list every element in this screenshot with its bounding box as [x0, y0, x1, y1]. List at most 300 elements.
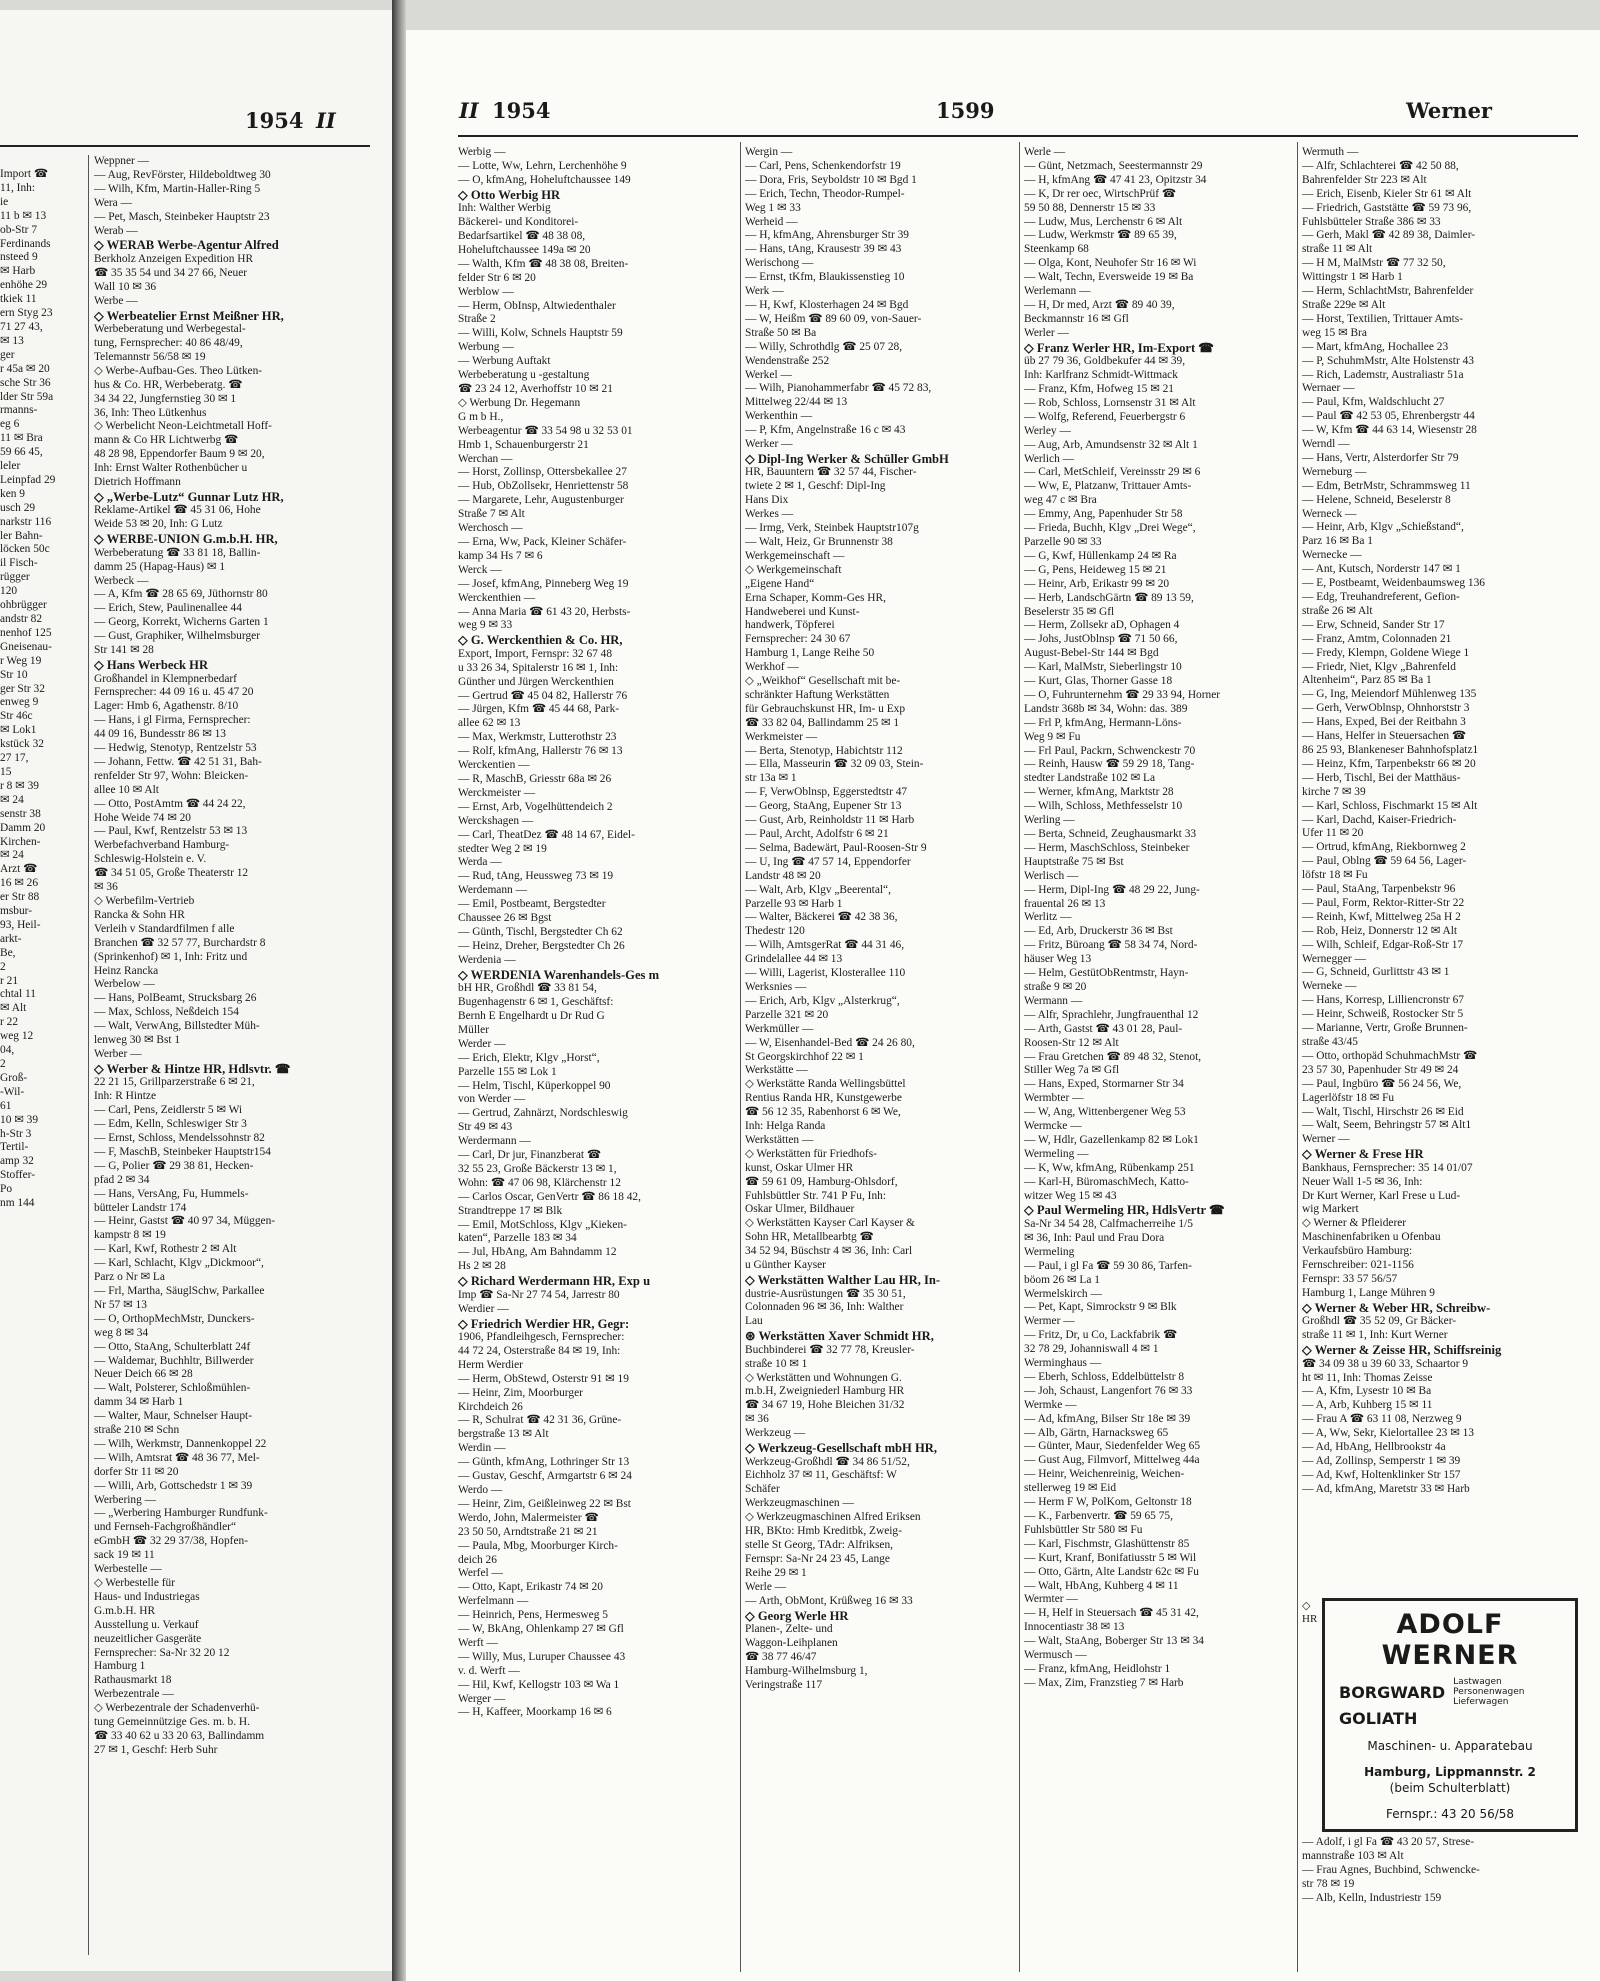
directory-line: stelle St Georg, TAdr: Alfriksen,	[745, 1539, 893, 1551]
directory-line: — Heinrich, Pens, Hermesweg 5	[458, 1609, 608, 1622]
directory-line: chtal 11	[0, 988, 36, 1001]
directory-line: — Paul, StaAng, Tarpenbekstr 96	[1302, 883, 1456, 896]
directory-line: üb 27 79 36, Goldbekufer 44 ✉ 39,	[1024, 355, 1186, 368]
firm-entry: ◇ Werbestelle für	[94, 1577, 176, 1589]
directory-line: — Hans, Exped, Stormarner Str 34	[1024, 1078, 1184, 1091]
directory-line: — Helene, Schneid, Beselerstr 8	[1302, 493, 1451, 506]
directory-line: senstr 38	[0, 807, 41, 820]
directory-line: Str 49 ✉ 43	[458, 1121, 513, 1134]
ad-brand-borgward: BORGWARD	[1339, 1682, 1446, 1702]
directory-line: kampstr 8 ✉ 19	[94, 1229, 166, 1242]
directory-line: ☎ 23 24 12, Averhoffstr 10 ✉ 21	[458, 383, 613, 395]
directory-line: — Willi, Arb, Gottschedstr 1 ✉ 39	[94, 1479, 253, 1492]
surname-heading: Werlisch —	[1024, 869, 1079, 882]
surname-heading: Wernegger —	[1302, 952, 1366, 965]
surname-heading: Werbering —	[94, 1493, 157, 1506]
directory-line: ☎ 34 51 05, Große Theaterstr 12	[94, 867, 249, 880]
directory-line: straße 11 ✉ Alt	[1302, 243, 1373, 256]
directory-line: — Helm, Tischl, Küperkoppel 90	[458, 1079, 611, 1092]
directory-line: Hmb 1, Schauenburgerstr 21	[458, 438, 589, 451]
directory-line: rügger	[0, 571, 30, 584]
surname-heading: Werdemann —	[458, 884, 527, 897]
directory-line: — Aug, Arb, Amundsenstr 32 ✉ Alt 1	[1024, 438, 1198, 451]
directory-line: h-Str 3	[0, 1127, 32, 1140]
directory-line: bergstraße 13 ✉ Alt	[458, 1428, 549, 1441]
directory-line: — Franz, Amtm, Colonnaden 21	[1302, 632, 1452, 645]
directory-line: Roosen-Str 12 ✉ Alt	[1024, 1036, 1119, 1049]
directory-line: löcken 50c	[0, 543, 50, 556]
directory-line: Reklame-Artikel ☎ 45 31 06, Hohe	[94, 504, 261, 517]
right-page	[406, 30, 1600, 1981]
directory-line: — Gerh, VerwOblnsp, Ohnhorststr 3	[1302, 702, 1470, 715]
directory-line: Straße 50 ✉ Ba	[745, 326, 817, 339]
directory-line: Altenheim“, Parz 85 ✉ Ba 1	[1302, 674, 1432, 687]
directory-line: schränkter Haftung Werkstätten	[745, 688, 890, 701]
surname-heading: Werndl —	[1302, 438, 1350, 451]
directory-line: Inh: Ernst Walter Rothenbücher u	[94, 462, 248, 475]
surname-heading: Wermbter —	[1024, 1092, 1084, 1105]
directory-line: Fernsprecher: Sa-Nr 32 20 12	[94, 1646, 230, 1659]
directory-line: Sa-Nr 34 54 28, Calfmacherreihe 1/5	[1024, 1217, 1193, 1230]
directory-line: — Heinr, Zim, Geißleinweg 22 ✉ Bst	[458, 1497, 631, 1510]
directory-line: — Franz, kfmAng, Heidlohstr 1	[1024, 1662, 1171, 1675]
directory-line: Telemannstr 56/58 ✉ 19	[94, 350, 206, 363]
directory-line: — Paula, Mbg, Moorburger Kirch-	[458, 1539, 618, 1552]
directory-line: — Ludw, Werkmstr ☎ 89 65 39,	[1024, 229, 1177, 242]
directory-line: — Paul, Kwf, Rentzelstr 53 ✉ 13	[94, 825, 248, 838]
directory-line: arkt-	[0, 932, 22, 945]
directory-line: Strandtreppe 17 ✉ Blk	[458, 1204, 563, 1217]
directory-line: Import ☎	[0, 168, 49, 180]
directory-line: m.b.H, Zweigniederl Hamburg HR	[745, 1385, 905, 1398]
directory-line: — Günter, Maur, Siedenfelder Weg 65	[1024, 1440, 1201, 1453]
directory-line: Kirchen-	[0, 835, 41, 848]
firm-entry: ◇ Werkgemeinschaft	[745, 563, 842, 576]
surname-heading: Wermke —	[1024, 1398, 1077, 1411]
column-divider	[740, 142, 741, 1972]
surname-heading: Werkstätten —	[745, 1133, 814, 1146]
directory-line: Inh: Karlfranz Schmidt-Wittmack	[1024, 369, 1178, 382]
directory-line: 32 55 23, Große Bäckerstr 13 ✉ 1,	[458, 1162, 617, 1175]
directory-line: — Herm, ObStewd, Osterstr 91 ✉ 19	[458, 1372, 629, 1385]
surname-heading: Werdier —	[458, 1302, 509, 1315]
directory-line: bH HR, Großhdl ☎ 33 81 54,	[458, 982, 597, 995]
directory-line: Steenkamp 68	[1024, 243, 1089, 256]
surname-heading: Werneburg —	[1302, 465, 1367, 478]
directory-line: handwerk, Töpferei	[745, 619, 835, 632]
directory-line: msbur-	[0, 905, 33, 918]
directory-line: — Ernst, Arb, Vogelhüttendeich 2	[458, 800, 613, 813]
directory-line: — A, Kfm ☎ 28 65 69, Jüthornstr 80	[94, 588, 268, 601]
directory-line: St Georgskirchhof 22 ✉ 1	[745, 1050, 864, 1063]
firm-entry: ◇ WERDENIA Warenhandels-Ges m	[458, 967, 660, 982]
directory-line: ✉ Harb	[0, 265, 36, 278]
directory-line: 44 09 16, Bundesstr 86 ✉ 13	[94, 728, 226, 741]
directory-line: — Hedwig, Stenotyp, Rentzelstr 53	[94, 742, 257, 755]
ad-business-line: Maschinen- u. Apparatebau	[1367, 1739, 1533, 1753]
directory-line: hus & Co. HR, Werbeberatg. ☎	[94, 378, 243, 391]
directory-line: — Friedrich, Gaststätte ☎ 59 73 96,	[1302, 201, 1472, 214]
firm-entry: ◇ Otto Werbig HR	[458, 187, 561, 202]
surname-heading: Werbung —	[458, 341, 514, 354]
directory-line: — A, Ww, Sekr, Kielortallee 23 ✉ 13	[1302, 1427, 1475, 1440]
directory-line: — Waldemar, Buchhltr, Billwerder	[94, 1354, 254, 1367]
firm-entry: ◇ Werner & Weber HR, Schreibw-	[1302, 1300, 1491, 1315]
directory-line: — Walt, HbAng, Kuhberg 4 ✉ 11	[1024, 1579, 1179, 1592]
firm-entry: ◇ Werbefilm-Vertrieb	[94, 895, 195, 907]
surname-heading: Werlich —	[1024, 452, 1075, 465]
directory-line: 32 78 29, Johanniswall 4 ✉ 1	[1024, 1343, 1159, 1356]
directory-line: — Karl, Dachd, Kaiser-Friedrich-	[1302, 813, 1457, 826]
directory-line: tung Gemeinnützige Ges. m. b. H.	[94, 1716, 250, 1729]
firm-entry: ◇ Werkstätte Randa Wellingsbüttel	[745, 1078, 906, 1091]
directory-line: — E, Postbeamt, Weidenbaumsweg 136	[1302, 577, 1485, 590]
surname-heading: Werlitz —	[1024, 911, 1072, 924]
directory-line: weg 8 ✉ 34	[94, 1326, 149, 1339]
directory-line: bütteler Landstr 174	[94, 1201, 187, 1214]
directory-line: ✉ Lok1	[0, 724, 37, 737]
directory-line: — Alfr, Schlachterei ☎ 42 50 88,	[1302, 159, 1459, 172]
directory-line: 93, Heil-	[0, 918, 41, 931]
directory-line: Hauptstraße 75 ✉ Bst	[1024, 855, 1124, 868]
directory-line: Schäfer	[745, 1483, 780, 1496]
directory-line: Str 141 ✉ 28	[94, 644, 154, 657]
surname-heading: Wermcke —	[1024, 1120, 1082, 1133]
directory-line: — R, MaschB, Griesstr 68a ✉ 26	[458, 772, 612, 785]
directory-line: enweg 9	[0, 696, 39, 709]
surname-heading: Werchan —	[458, 452, 513, 465]
ad-brand-vehicle-types: Lastwagen Personenwagen Lieferwagen	[1453, 1677, 1525, 1707]
directory-line: Hamburg 1	[94, 1660, 146, 1673]
directory-line: — Paul, Kfm, Waldschlucht 27	[1302, 396, 1445, 409]
directory-line: — G, Kwf, Hüllenkamp 24 ✉ Ra	[1024, 549, 1177, 562]
firm-entry: ⊛ Werkstätten Xaver Schmidt HR,	[745, 1329, 934, 1344]
directory-line: — Pet, Kapt, Simrockstr 9 ✉ Blk	[1024, 1301, 1177, 1314]
directory-line: Weg 1 ✉ 33	[745, 201, 801, 214]
directory-line: 86 25 93, Blankeneser Bahnhofsplatz1	[1302, 743, 1479, 756]
directory-line: ger Str 32	[0, 682, 45, 695]
directory-line: — H, Dr med, Arzt ☎ 89 40 39,	[1024, 298, 1175, 311]
directory-line: 59 50 88, Dennerstr 15 ✉ 33	[1024, 201, 1156, 214]
directory-line: — Günth, Tischl, Bergstedter Ch 62	[458, 925, 623, 938]
directory-line: — H, kfmAng ☎ 47 41 23, Opitzstr 34	[1024, 173, 1207, 186]
directory-line: — W, BkAng, Ohlenkamp 27 ✉ Gfl	[458, 1623, 624, 1636]
directory-line: — Ww, E, Platzanw, Trittauer Amts-	[1024, 480, 1192, 493]
directory-line: — Günt, Netzmach, Seestermannstr 29	[1024, 159, 1203, 172]
directory-line: andstr 82	[0, 613, 43, 625]
directory-line: — Wilh, AmtsgerRat ☎ 44 31 46,	[745, 939, 905, 952]
directory-line: — Heinr, Arb, Klgv „Schießstand“,	[1302, 521, 1464, 534]
surname-heading: Werfelmann —	[458, 1595, 529, 1608]
directory-line: Colonnaden 96 ✉ 36, Inh: Walther	[745, 1301, 904, 1314]
directory-line: — Emil, MotSchloss, Klgv „Kieken-	[458, 1218, 627, 1231]
directory-line: — Frl P, kfmAng, Hermann-Löns-	[1024, 716, 1182, 729]
directory-line: Ausstellung u. Verkauf	[94, 1618, 199, 1631]
directory-line: — Willi, Kolw, Schnels Hauptstr 59	[458, 327, 623, 340]
directory-line: — Heinr, Zim, Moorburger	[458, 1386, 583, 1399]
surname-heading: Werheid —	[745, 215, 798, 228]
directory-line: Bernh E Engelhardt u Dr Rud G	[458, 1009, 605, 1022]
directory-line: Be,	[0, 946, 16, 959]
directory-line: Rancka & Sohn HR	[94, 908, 185, 921]
surname-heading: Wernaer —	[1302, 382, 1355, 395]
directory-line: Reihe 29 ✉ 1	[745, 1566, 807, 1579]
directory-line: — Rolf, kfmAng, Hallerstr 76 ✉ 13	[458, 745, 623, 758]
directory-line: Wittingstr 1 ✉ Harb 1	[1302, 271, 1403, 284]
directory-line: — Herb, Tischl, Bei der Matthäus-	[1302, 771, 1461, 784]
surname-heading: Wermuth —	[1302, 146, 1359, 158]
directory-line: — Erich, Techn, Theodor-Rumpel-	[745, 187, 905, 200]
surname-heading: Werbestelle —	[94, 1563, 162, 1576]
surname-heading: von Werder —	[458, 1093, 526, 1106]
directory-line: — G, Schneid, Gurlittstr 43 ✉ 1	[1302, 966, 1450, 979]
directory-line: — Otto, Gärtn, Alte Landstr 62c ✉ Fu	[1024, 1565, 1200, 1578]
surname-heading: Werkel —	[745, 368, 792, 381]
directory-line: — Frieda, Buchh, Klgv „Drei Wege“,	[1024, 522, 1196, 535]
directory-line: ob-Str 7	[0, 223, 38, 236]
directory-line: — Hans, tAng, Krausestr 39 ✉ 43	[745, 243, 902, 256]
directory-line: lder Str 59a	[0, 390, 54, 403]
firm-entry: ◇ Werkstätten Kayser Carl Kayser &	[745, 1217, 915, 1230]
directory-line: Straße 7 ✉ Alt	[458, 508, 525, 521]
directory-line: Lau	[745, 1315, 763, 1328]
directory-line: — Werner, kfmAng, Marktstr 28	[1024, 786, 1174, 799]
directory-line: — Walter, Bäckerei ☎ 42 38 36,	[745, 911, 898, 924]
left-header-year: 1954	[245, 108, 304, 133]
surname-heading: Werminghaus —	[1024, 1357, 1102, 1370]
directory-line: Po	[0, 1183, 13, 1196]
directory-line: stellerweg 19 ✉ Eid	[1024, 1482, 1117, 1495]
directory-line: — H, Helf in Steuersach ☎ 45 31 42,	[1024, 1607, 1199, 1620]
directory-line: 10 ✉ 39	[0, 1113, 39, 1126]
directory-line: 71 27 43,	[0, 320, 43, 333]
directory-line: Maschinenfabriken u Ofenbau	[1302, 1231, 1441, 1244]
surname-heading: Werblow —	[458, 285, 514, 298]
directory-line: ☎ 34 67 19, Hohe Bleichen 31/32	[745, 1399, 905, 1412]
directory-line: Neuer Deich 66 ✉ 28	[94, 1368, 193, 1381]
directory-line: — Arth, Gastst ☎ 43 01 28, Paul-	[1024, 1022, 1183, 1035]
directory-line: — F, MaschB, Steinbeker Hauptstr154	[94, 1145, 271, 1158]
directory-line: — Horst, Zollinsp, Ottersbekallee 27	[458, 466, 627, 479]
directory-line: Landstr 368b ✉ 34, Wohn: das. 389	[1024, 702, 1188, 715]
directory-line: narkstr 116	[0, 515, 52, 528]
directory-line: Bugenhagenstr 6 ✉ 1, Geschäftsf:	[458, 996, 614, 1009]
directory-line: Chaussee 26 ✉ Bgst	[458, 912, 552, 925]
directory-line: 34 52 94, Büschstr 4 ✉ 36, Inh: Carl	[745, 1245, 913, 1258]
directory-line: — Carl, Dr jur, Finanzberat ☎	[458, 1149, 602, 1162]
directory-line: 27 17,	[0, 752, 29, 765]
directory-line: Damm 20	[0, 821, 46, 834]
directory-line: Weg 9 ✉ Fu	[1024, 730, 1081, 743]
directory-line: — Karl, Fischmstr, Glashüttenstr 85	[1024, 1537, 1190, 1550]
directory-line: Beselerstr 35 ✉ Gfl	[1024, 605, 1115, 618]
directory-line: 23 57 30, Papenhuder Str 49 ✉ 24	[1302, 1063, 1459, 1076]
directory-line: ☎ 35 35 54 und 34 27 66, Neuer	[94, 266, 248, 279]
directory-line: — Ernst, Schloss, Mendelssohnstr 82	[94, 1132, 265, 1144]
directory-line: ie	[0, 195, 9, 208]
directory-line: — Frl Paul, Packrn, Schwenckestr 70	[1024, 744, 1196, 757]
directory-line: 11 b ✉ 13	[0, 209, 47, 222]
directory-column-2	[745, 146, 1015, 1981]
directory-line: er Str 88	[0, 891, 40, 904]
directory-line: r 45a ✉ 20	[0, 362, 50, 375]
directory-line: Branchen ☎ 32 57 77, Burchardstr 8	[94, 936, 266, 949]
directory-line: Rathausmarkt 18	[94, 1674, 172, 1687]
directory-line: — Carlos Oscar, GenVertr ☎ 86 18 42,	[458, 1190, 641, 1203]
directory-line: — Frau Agnes, Buchbind, Schwencke-	[1302, 1863, 1480, 1876]
firm-entry: ◇ G. Werckenthien & Co. HR,	[458, 633, 623, 648]
directory-line: — Emmy, Ang, Papenhuder Str 58	[1024, 508, 1183, 521]
directory-line: Planen-, Zelte- und	[745, 1623, 833, 1636]
directory-line: — A, Kfm, Lysestr 10 ✉ Ba	[1302, 1385, 1432, 1398]
directory-line: — Franz, Kfm, Hofweg 15 ✉ 21	[1024, 383, 1175, 395]
directory-line: ohbrügger	[0, 599, 47, 612]
surname-heading: Werbe —	[94, 294, 138, 307]
directory-line: — Rud, tAng, Heussweg 73 ✉ 19	[458, 870, 614, 883]
surname-heading: Werk —	[745, 285, 784, 298]
surname-heading: v. d. Werft —	[458, 1664, 520, 1677]
directory-line: u Günther Kayser	[745, 1259, 826, 1272]
surname-heading: Werkmeister —	[745, 730, 818, 743]
directory-line: ger	[0, 348, 15, 361]
directory-line: Bahrenfelder Str 223 ✉ Alt	[1302, 173, 1427, 186]
directory-line: Stoffer-	[0, 1169, 35, 1182]
directory-line: — Ella, Masseurin ☎ 32 09 03, Stein-	[745, 758, 924, 771]
directory-line: — Hans, Korresp, Lilliencronstr 67	[1302, 994, 1464, 1007]
directory-line: — Gertrud ☎ 45 04 82, Hallerstr 76	[458, 689, 628, 702]
directory-line: — Walt, Polsterer, Schloßmühlen-	[94, 1382, 251, 1395]
directory-line: — Wilh, Kfm, Martin-Haller-Ring 5	[94, 182, 261, 195]
directory-line: Str 10	[0, 668, 28, 681]
directory-line: — Lotte, Ww, Lehrn, Lerchenhöhe 9	[458, 159, 627, 172]
directory-line: Ufer 11 ✉ 20	[1302, 827, 1364, 840]
directory-line: Inh: Helga Randa	[745, 1120, 826, 1133]
directory-line: damm 34 ✉ Harb 1	[94, 1396, 184, 1409]
directory-line: HR, Bauuntern ☎ 32 57 44, Fischer-	[745, 466, 917, 479]
directory-line: — W, Heißm ☎ 89 60 09, von-Sauer-	[745, 312, 922, 325]
directory-line: — Josef, kfmAng, Pinneberg Weg 19	[458, 577, 629, 590]
directory-line: kirche 7 ✉ 39	[1302, 785, 1366, 798]
surname-heading: Werckmeister —	[458, 786, 536, 799]
directory-line: — Erich, Stew, Paulinenallee 44	[94, 602, 242, 615]
directory-line: — Edm, Kelln, Schleswiger Str 3	[94, 1118, 247, 1131]
directory-line: — Ant, Kutsch, Norderstr 147 ✉ 1	[1302, 563, 1461, 576]
surname-heading: Werckshagen —	[458, 814, 534, 827]
column-divider	[1297, 142, 1298, 1972]
directory-line: — Paul, Ingbüro ☎ 56 24 56, We,	[1302, 1077, 1462, 1090]
directory-line: 120	[0, 585, 18, 598]
directory-line: Lagerlöfstr 18 ✉ Fu	[1302, 1091, 1395, 1104]
firm-entry: ◇ Werner & Frese HR	[1302, 1147, 1424, 1162]
firm-entry: ◇ Werkzeug-Gesellschaft mbH HR,	[745, 1441, 938, 1456]
surname-heading: Werger —	[458, 1692, 506, 1705]
directory-line: eGmbH ☎ 32 29 37/38, Hopfen-	[94, 1535, 249, 1548]
directory-line: Rentius Randa HR, Kunstgewerbe	[745, 1092, 902, 1105]
directory-line: für Gebrauchskunst HR, Im- u Exp	[745, 702, 906, 715]
directory-line: stedter Weg 2 ✉ 19	[458, 842, 547, 855]
directory-line: Parzelle 93 ✉ Harb 1	[745, 897, 843, 910]
directory-line: — Heinr, Schweiß, Rostocker Str 5	[1302, 1008, 1464, 1021]
directory-line: deich 26	[458, 1553, 497, 1566]
directory-line: sche Str 36	[0, 376, 51, 389]
ad-marker: ◇ HR	[1302, 1600, 1318, 1625]
directory-line: str 13a ✉ 1	[745, 772, 797, 785]
directory-line: r 21	[0, 974, 19, 987]
directory-line: Buchbinderei ☎ 32 77 78, Kreusler-	[745, 1343, 915, 1356]
ad-address-note: (beim Schulterblatt)	[1389, 1781, 1511, 1795]
directory-line: — Berta, Schneid, Zeughausmarkt 33	[1024, 828, 1197, 840]
directory-line: — Margarete, Lehr, Augustenburger	[458, 494, 624, 507]
directory-line: — Paul, i gl Fa ☎ 59 30 86, Tarfen-	[1024, 1259, 1192, 1272]
directory-line: 2	[0, 1058, 6, 1070]
directory-line: — Walt, Techn, Eversweide 19 ✉ Ba	[1024, 271, 1194, 284]
directory-line: Müller	[458, 1023, 490, 1036]
directory-line: — Gust Aug, Filmvorf, Mittelweg 44a	[1024, 1454, 1200, 1467]
directory-line: — Ad, kfmAng, Maretstr 33 ✉ Harb	[1302, 1482, 1470, 1495]
directory-line: — Helm, GestütObRentmstr, Hayn-	[1024, 967, 1189, 980]
directory-line: damm 25 (Hapag-Haus) ✉ 1	[94, 560, 226, 573]
right-header-rule	[458, 135, 1578, 137]
directory-line: — Hans, Exped, Bei der Reitbahn 3	[1302, 716, 1466, 729]
directory-line: — K, Dr rer oec, WirtschPrüf ☎	[1024, 187, 1177, 200]
directory-line: allee 10 ✉ Alt	[94, 783, 159, 796]
directory-line: — W, Ang, Wittenbergener Weg 53	[1024, 1106, 1186, 1119]
directory-line: — Walt, Tischl, Hirschstr 26 ✉ Eid	[1302, 1105, 1464, 1118]
surname-heading: Werbezentrale —	[94, 1688, 174, 1701]
directory-line: straße 10 ✉ 1	[745, 1357, 808, 1370]
directory-line: — O, OrthopMechMstr, Dunckers-	[94, 1312, 255, 1325]
directory-line: usch 29	[0, 501, 36, 514]
directory-line: — Carl, Pens, Schenkendorfstr 19	[745, 159, 901, 172]
directory-line: Mittelweg 22/44 ✉ 13	[745, 396, 848, 409]
directory-line: — O, kfmAng, Hoheluftchaussee 149	[458, 173, 631, 186]
directory-line: — Reinh, Kwf, Mittelweg 25a H 2	[1302, 910, 1461, 923]
directory-line: — W, Eisenhandel-Bed ☎ 24 26 80,	[745, 1036, 915, 1049]
directory-line: ☎ 59 61 09, Hamburg-Ohlsdorf,	[745, 1175, 898, 1188]
firm-entry: ◇ „Weikhof“ Gesellschaft mit be-	[745, 675, 901, 688]
directory-line: — Hil, Kwf, Kellogstr 103 ✉ Wa 1	[458, 1678, 620, 1691]
directory-line: Veringstraße 117	[745, 1678, 823, 1691]
directory-line: kstück 32	[0, 738, 44, 751]
directory-line: Großhdl ☎ 35 52 09, Gr Bäcker-	[1302, 1315, 1457, 1328]
directory-line: — Wilh, Schloss, Methfesselstr 10	[1024, 800, 1183, 813]
firm-entry: ◇ Werkstätten und Wohnungen G.	[745, 1371, 902, 1384]
surname-heading: Wermer —	[1024, 1315, 1075, 1328]
directory-line: 44 72 24, Osterstraße 84 ✉ 19, Inh:	[458, 1344, 621, 1357]
surname-heading: Wermusch —	[1024, 1649, 1087, 1662]
directory-line: lenweg 30 ✉ Bst 1	[94, 1034, 181, 1047]
directory-line: — Herm F W, PolKom, Geltonstr 18	[1024, 1496, 1192, 1509]
directory-line: — Frau Gretchen ☎ 89 48 32, Stenot,	[1024, 1050, 1202, 1063]
directory-line: kamp 34 Hs 7 ✉ 6	[458, 549, 543, 562]
directory-line: Tertil-	[0, 1141, 29, 1154]
directory-line: Fuhlsbütteler Straße 386 ✉ 33	[1302, 215, 1441, 228]
directory-line: Oskar Ulmer, Bildhauer	[745, 1203, 855, 1216]
directory-line: — F, VerwOblnsp, Eggerstedtstr 47	[745, 786, 908, 799]
book-gutter	[392, 0, 406, 1981]
surname-heading: Wera —	[94, 196, 132, 209]
directory-line: — Hans, Helfer in Steuersachen ☎	[1302, 730, 1467, 743]
firm-entry: ◇ Werkstätten für Friedhofs-	[745, 1147, 877, 1160]
directory-line: nsteed 9	[0, 251, 38, 264]
surname-heading: Werkstätte —	[745, 1064, 808, 1077]
directory-line: — Mart, kfmAng, Hochallee 23	[1302, 340, 1449, 353]
directory-line: — Olga, Kont, Neuhofer Str 16 ✉ Wi	[1024, 257, 1197, 270]
directory-column-1	[458, 146, 737, 1981]
surname-heading: Werner —	[1302, 1133, 1350, 1146]
right-header-year: 1954	[492, 98, 551, 123]
directory-line: — Johs, JustOblnsp ☎ 71 50 66,	[1024, 633, 1178, 646]
